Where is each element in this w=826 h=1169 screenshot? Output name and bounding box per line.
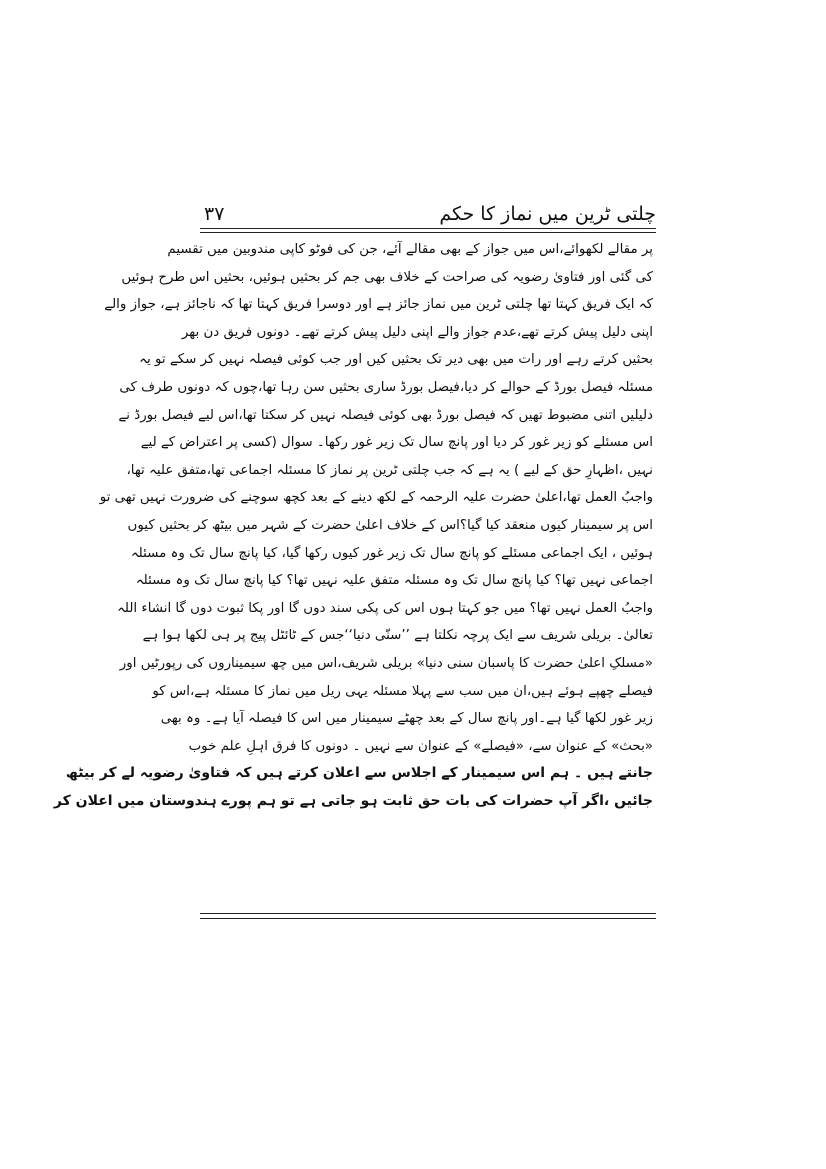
text-line: اجماعی نہیں تھا؟ کیا پانچ سال تک وہ مسئلہ متفق علیہ نہیں تھا؟ کیا پانچ سال تک وہ مسئلہ xyxy=(135,573,653,589)
text-line: ہوئیں ، ایک اجماعی مسئلے کو پانچ سال تک زیر غور کیوں رکھا گیا، کیا پانچ سال تک وہ مسئلہ xyxy=(130,545,653,561)
page-header xyxy=(200,200,656,228)
text-line: کہ ایک فریق کہتا تھا چلتی ٹرین میں نماز جائز ہے اور دوسرا فریق کہتا تھا کہ ناجائز ہے، جواز والے xyxy=(104,297,653,313)
text-line: پر مقالے لکھوائے،اس میں جواز کے بھی مقالے آئے، جن کی فوٹو کاپی مندوبین میں تقسیم xyxy=(167,242,653,257)
text-line: کی گئی اور فتاویٰ رضویہ کی صراحت کے خلاف بھی جم کر بحثیں ہوئیں، بحثیں اس طرح ہوئیں xyxy=(121,269,653,285)
footer-rule-lower xyxy=(200,918,656,919)
text-line: تعالیٰ۔ بریلی شریف سے ایک پرچہ نکلتا ہے ’’سنّی دنیا‘‘جس کے ٹائٹل پیج پر ہی لکھا ہوا ہے xyxy=(142,628,653,644)
text-line: نہیں ،اظہارِ حق کے لیے ) یہ ہے کہ جب چلتی ٹرین پر نماز کا مسئلہ اجماعی تھا،متفق علیہ تھا، xyxy=(126,462,653,478)
text-line: دلیلیں اتنی مضبوط تھیں کہ فیصل بورڈ بھی کوئی فیصلہ نہیں کر سکتا تھا،اس لیے فیصل بورڈ نے xyxy=(118,407,653,423)
text-line: واجبُ العمل تھا،اعلیٰ حضرت علیہ الرحمہ کے لکھ دینے کے بعد کچھ سوچنے کی ضرورت نہیں تھی تو xyxy=(99,490,653,506)
text-line: «مسلکِ اعلیٰ حضرت کا پاسبان سنی دنیا» بریلی شریف،اس میں چھ سیمیناروں کی رپورٹیں اور xyxy=(119,655,653,671)
text-line: واجبُ العمل نہیں تھا؟ میں جو کہتا ہوں اس کی پکی سند دوں گا اور پکا ثبوت دوں گا انشاء اللہ xyxy=(117,600,653,616)
header-rule-upper xyxy=(200,228,656,229)
text-line: «بحث» کے عنوان سے، «فیصلے» کے عنوان سے نہیں ۔ دونوں کا فرق اہلِ علم خوب xyxy=(188,738,653,754)
text-line: زیر غور لکھا گیا ہے۔اور پانچ سال کے بعد چھٹے سیمینار میں اس کا فیصلہ آیا ہے۔ وہ بھی xyxy=(160,711,653,727)
text-line: فیصلے چھپے ہوئے ہیں،ان میں سب سے پہلا مسئلہ یہی ریل میں نماز کا مسئلہ ہے،اس کو xyxy=(152,683,653,699)
text-line: مسئلہ فیصل بورڈ کے حوالے کر دیا،فیصل بورڈ ساری بحثیں سن رہا تھا،چوں کہ دونوں طرف کی xyxy=(119,379,653,395)
footer-rule-upper xyxy=(200,913,656,914)
text-line-bold: جانتے ہیں ۔ ہم اس سیمینار کے اجلاس سے اعلان کرتے ہیں کہ فتاویٰ رضویہ لے کر بیٹھ xyxy=(65,765,653,782)
header-rule-lower xyxy=(200,232,656,233)
running-title: چلتی ٹرین میں نماز کا حکم xyxy=(439,203,656,225)
page-number: ۳۷ xyxy=(204,203,225,225)
text-line: بحثیں کرتے رہے اور رات میں بھی دیر تک بحثیں کیں اور جب کوئی فیصلہ نہیں کر سکے تو یہ xyxy=(139,352,653,368)
text-line-bold: جائیں ،اگر آپ حضرات کی بات حق ثابت ہو جاتی ہے تو ہم پورے ہندوستان میں اعلان کر xyxy=(53,792,653,809)
body-text xyxy=(53,236,653,815)
text-line: اس پر سیمینار کیوں منعقد کیا گیا؟اس کے خلاف اعلیٰ حضرت کے شہر میں بیٹھ کر بحثیں کیوں xyxy=(127,517,653,533)
text-line: اس مسئلے کو زیر غور کر دیا اور پانچ سال تک زیر غور رکھا۔ سوال (کسی پر اعتراض کے لیے xyxy=(140,435,653,451)
text-line: اپنی دلیل پیش کرتے تھے،عدم جواز والے اپنی دلیل پیش کرتے تھے۔ دونوں فریق دن بھر xyxy=(181,324,653,340)
